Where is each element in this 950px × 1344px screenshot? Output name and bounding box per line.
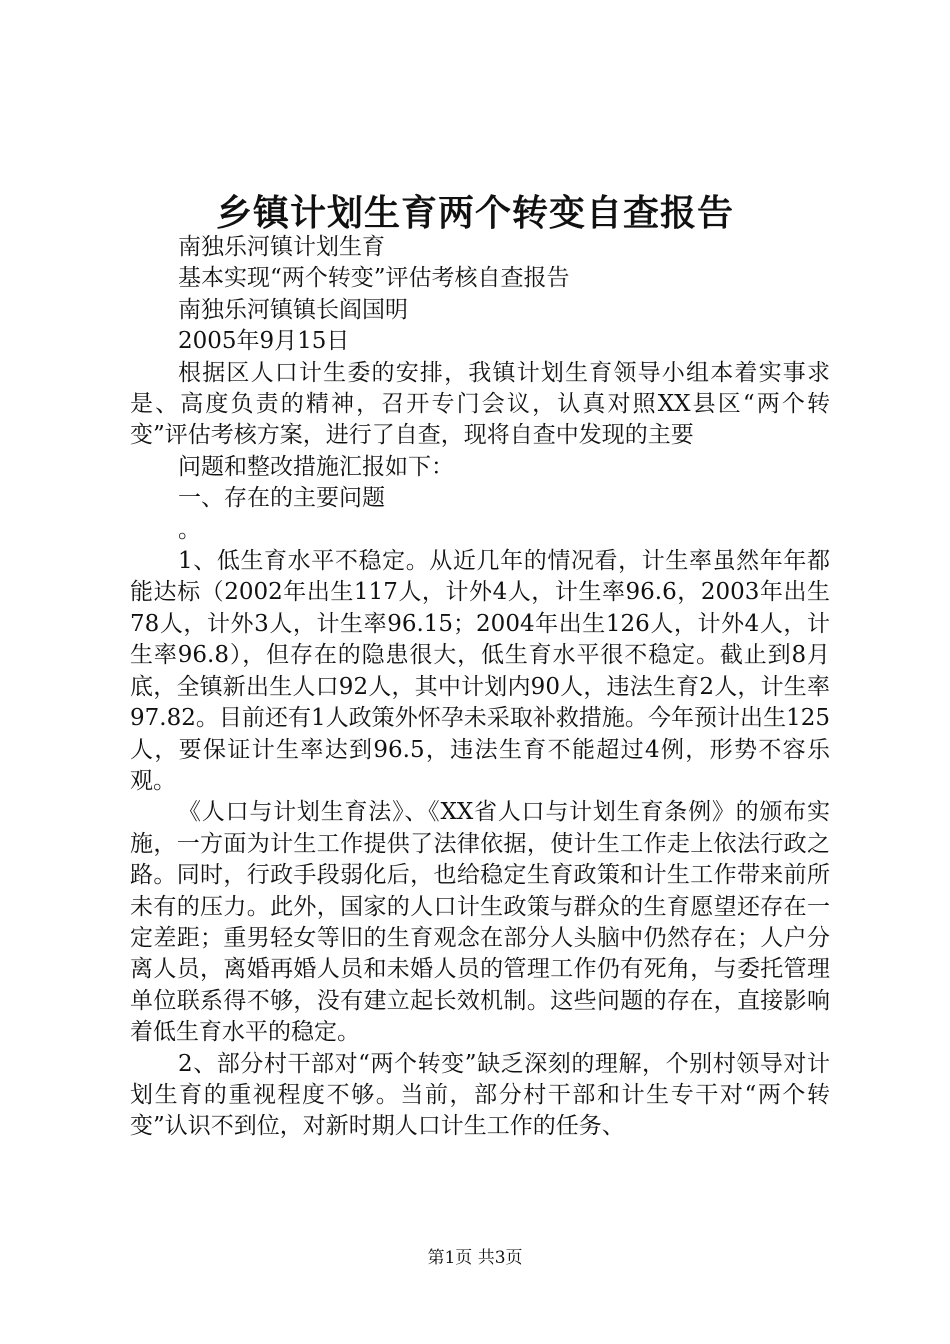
page-footer: 第1页 共3页 [427, 1248, 523, 1268]
paragraph-author: 南独乐河镇镇长阎国明 [178, 296, 408, 323]
paragraph-item-2: 2、部分村干部对“两个转变”缺乏深刻的理解，个别村领导对计划生育的重视程度不够。当前，部分村干部和计生专干对“两个转变”认识不到位，对新时期人口计生工作的任务、 [130, 1050, 830, 1140]
paragraph-mark: 。 [178, 516, 201, 543]
paragraph-org: 南独乐河镇计划生育 [178, 234, 385, 260]
document-title: 乡镇计划生育两个转变自查报告 [215, 192, 734, 234]
document-body [130, 232, 830, 1143]
paragraph-subtitle: 基本实现“两个转变”评估考核自查报告 [178, 265, 570, 292]
paragraph-item-1: 1、低生育水平不稳定。从近几年的情况看，计生率虽然年年都能达标（2002年出生117人，计外4人，计生率96.6，2003年出生78人，计外3人，计生率96.15；2004年出生126人，计外4人，计生率96.8），但存在的隐患很大，低生育水平很不稳定。截止到8月底，全镇新出生人口92人，其中计划内90人，违法生育2人，计生率97.82。目前还有1人政策外怀孕未采取补救措施。今年预计出生125人，要保证计生率达到96.5，违法生育不能超过4例，形势不容乐观。 [130, 548, 830, 794]
section-heading: 一、存在的主要问题 [178, 485, 385, 512]
paragraph-intro-continued: 问题和整改措施汇报如下： [178, 453, 454, 480]
paragraph-law: 《人口与计划生育法》、《XX省人口与计划生育条例》的颁布实施，一方面为计生工作提供了法律依据，使计生工作走上依法行政之路。同时，行政手段弱化后，也给稳定生育政策和计生工作带来前所未有的压力。此外，国家的人口计生政策与群众的生育愿望还存在一定差距；重男轻女等旧的生育观念在部分人头脑中仍然存在；人户分离人员，离婚再婚人员和未婚人员的管理工作仍有死角，与委托管理单位联系得不够，没有建立起长效机制。这些问题的存在，直接影响着低生育水平的稳定。 [130, 799, 830, 1046]
paragraph-date: 2005年9月15日 [178, 328, 350, 355]
paragraph-intro: 根据区人口计生委的安排，我镇计划生育领导小组本着实事求是、高度负责的精神，召开专门会议，认真对照XX县区“两个转变”评估考核方案，进行了自查，现将自查中发现的主要 [130, 359, 830, 449]
